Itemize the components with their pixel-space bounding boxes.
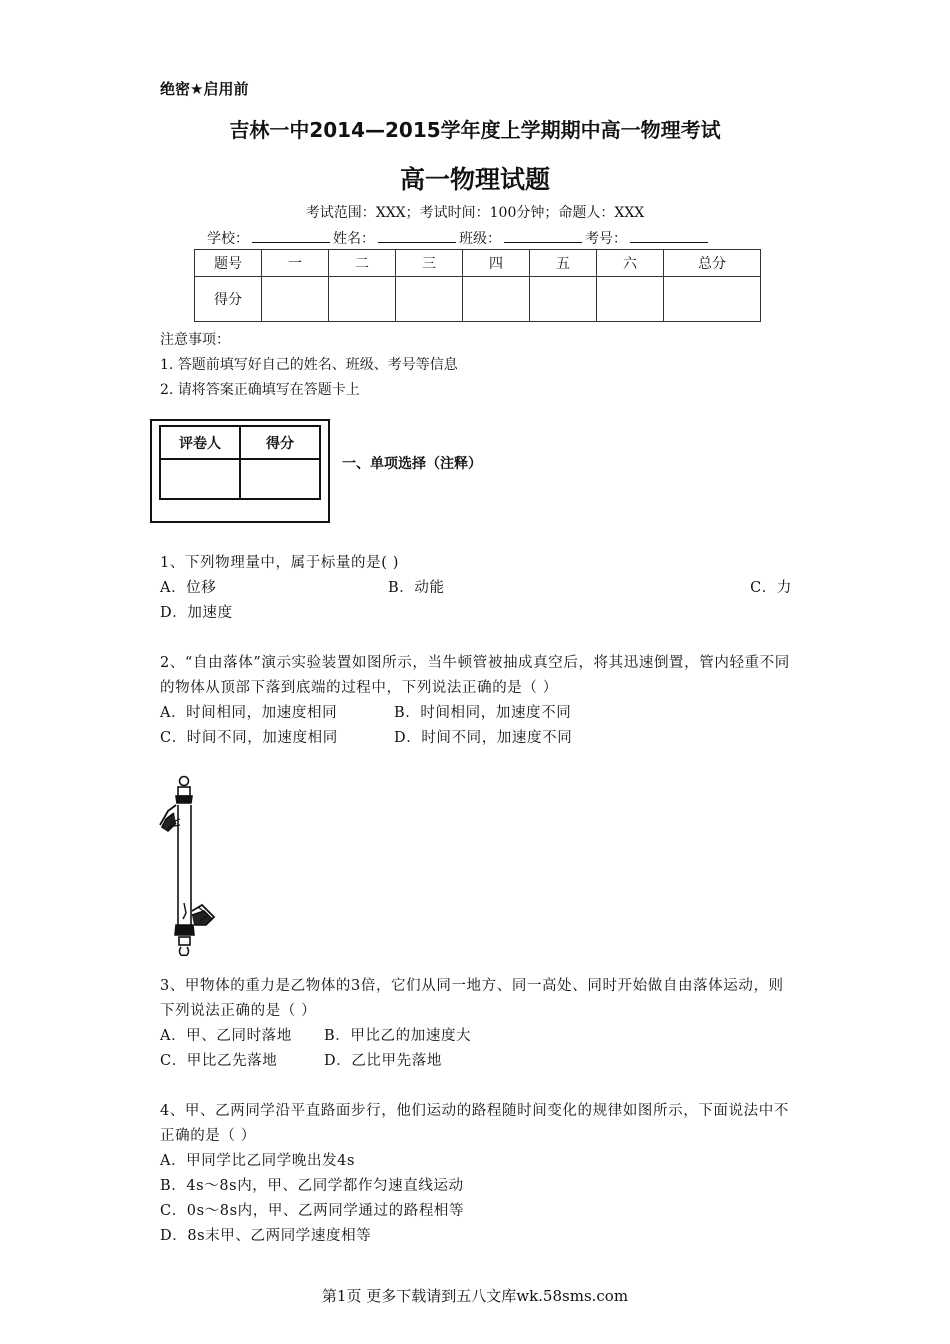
- question-stem: 4、甲、乙两同学沿平直路面步行，他们运动的路程随时间变化的规律如图所示，下面说法中不正确的是（ ）: [160, 1103, 789, 1144]
- grader-cell: [160, 459, 240, 499]
- note-item: 2. 请将答案正确填写在答题卡上: [160, 382, 360, 398]
- confidential-mark: 绝密★启用前: [160, 80, 249, 98]
- score-cell: [664, 277, 761, 322]
- class-blank: [504, 228, 582, 243]
- page-footer: 第1页 更多下载请到五八文库wk.58sms.com: [321, 1287, 629, 1305]
- options-row: [160, 726, 792, 751]
- grader-score-label: 得分: [240, 426, 320, 459]
- option-b: B．甲比乙的加速度大: [324, 1028, 472, 1044]
- name-label: 姓名：: [333, 231, 375, 247]
- score-table: [194, 249, 761, 322]
- newton-tube-figure: [158, 775, 220, 961]
- section-title: 一、单项选择（注释）: [342, 456, 482, 472]
- grader-table: [159, 425, 321, 500]
- option-d: D．乙比甲先落地: [324, 1053, 442, 1069]
- option-b: B．时间相同，加速度不同: [394, 705, 572, 721]
- options-row: [160, 701, 792, 726]
- option-b: B．4s～8s内，甲、乙同学都作匀速直线运动: [160, 1178, 464, 1194]
- score-col-total: 总分: [664, 250, 761, 277]
- grader-label: 评卷人: [160, 426, 240, 459]
- question-3: [160, 974, 792, 1074]
- grader-score-cell: [240, 459, 320, 499]
- score-col: 二: [329, 250, 396, 277]
- score-value-row: [195, 277, 761, 322]
- class-label: 班级：: [459, 231, 501, 247]
- option-c: C．甲比乙先落地: [160, 1053, 278, 1069]
- score-header-row: [195, 250, 761, 277]
- question-stem: 2、“自由落体”演示实验装置如图所示，当牛顿管被抽成真空后，将其迅速倒置，管内轻重不同的物体从顶部下落到底端的过程中，下列说法正确的是（ ）: [160, 655, 790, 696]
- student-info-line: [207, 228, 711, 248]
- number-label: 考号：: [585, 231, 627, 247]
- option-a: A．位移: [160, 580, 217, 596]
- score-col: 四: [463, 250, 530, 277]
- score-cell: [463, 277, 530, 322]
- paper-title: 高一物理试题: [399, 165, 550, 194]
- exam-info: 考试范围：XXX；考试时间：100分钟；命题人：XXX: [305, 205, 645, 221]
- score-cell: [396, 277, 463, 322]
- score-row-label: 得分: [195, 277, 262, 322]
- score-col: 一: [262, 250, 329, 277]
- score-col: 六: [597, 250, 664, 277]
- option-c: C．力: [750, 580, 792, 596]
- question-1: [160, 551, 792, 626]
- question-stem: 3、甲物体的重力是乙物体的3倍，它们从同一地方、同一高处、同时开始做自由落体运动，则下列说法正确的是（ ）: [160, 978, 784, 1019]
- score-col: 三: [396, 250, 463, 277]
- school-blank: [252, 228, 330, 243]
- option-d: D．8s末甲、乙两同学速度相等: [160, 1228, 372, 1244]
- question-2: [160, 651, 792, 751]
- option-c: C．0s～8s内，甲、乙两同学通过的路程相等: [160, 1203, 465, 1219]
- option-c: C．时间不同，加速度相同: [160, 730, 338, 746]
- note-item: 1. 答题前填写好自己的姓名、班级、考号等信息: [160, 357, 458, 373]
- score-row-label: 题号: [195, 250, 262, 277]
- option-a: A．时间相同，加速度相同: [160, 705, 338, 721]
- notes-heading: 注意事项：: [160, 332, 230, 348]
- options-row: [160, 576, 792, 601]
- score-cell: [262, 277, 329, 322]
- score-cell: [329, 277, 396, 322]
- score-col: 五: [530, 250, 597, 277]
- notes: [160, 328, 458, 403]
- question-4: [160, 1099, 792, 1249]
- options-row: [160, 1049, 792, 1074]
- option-b: B．动能: [388, 580, 445, 596]
- question-stem: 1、下列物理量中，属于标量的是( ): [160, 555, 399, 571]
- option-d: D．加速度: [160, 605, 233, 621]
- options-row: [160, 1024, 792, 1049]
- score-cell: [597, 277, 664, 322]
- option-a: A．甲、乙同时落地: [160, 1028, 292, 1044]
- score-cell: [530, 277, 597, 322]
- exam-title: 吉林一中2014—2015学年度上学期期中高一物理考试: [229, 118, 721, 142]
- option-a: A．甲同学比乙同学晚出发4s: [160, 1153, 356, 1169]
- school-label: 学校：: [207, 231, 249, 247]
- option-d: D．时间不同，加速度不同: [394, 730, 573, 746]
- name-blank: [378, 228, 456, 243]
- number-blank: [630, 228, 708, 243]
